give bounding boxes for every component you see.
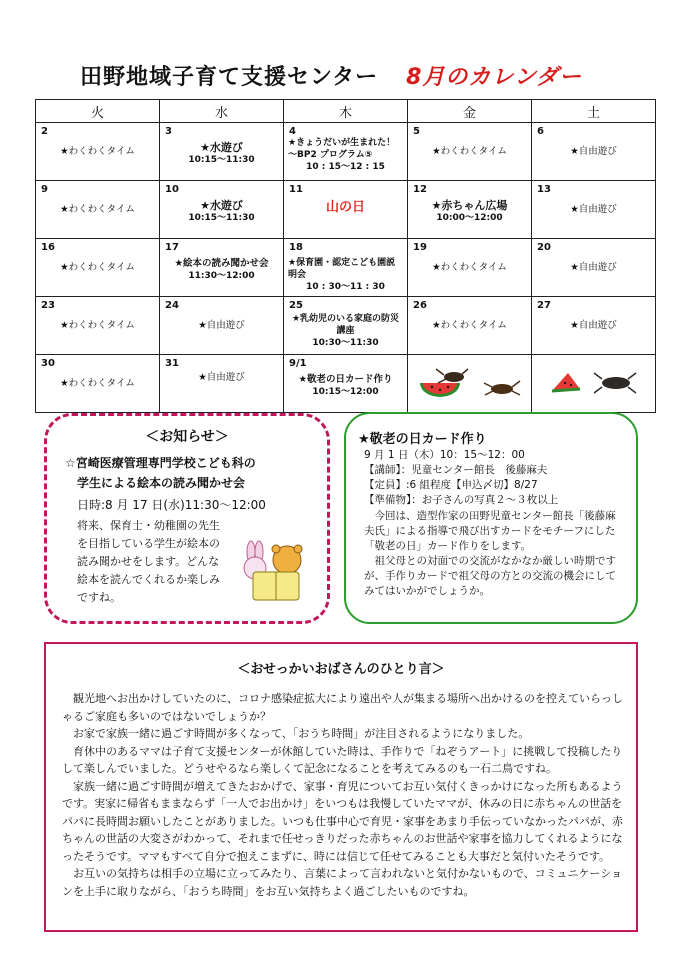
calendar-cell	[160, 355, 284, 413]
column-paragraph: お家で家族一緒に過ごす時間が多くなって、「おうち時間」が注目されるようになりました。	[73, 727, 530, 740]
notice-line-1: ☆宮崎医療管理専門学校こども科の	[65, 456, 256, 470]
bears-reading-book-illustration	[235, 538, 317, 604]
notice-date: 日時:8 月 17 日(水)11:30～12:00	[77, 498, 266, 512]
day-number: 12	[413, 184, 427, 195]
event-time: 10:15～11:30	[188, 213, 255, 223]
day-number: 20	[537, 242, 551, 253]
calendar-cell	[408, 239, 532, 297]
event-text: ★水遊び	[200, 141, 243, 154]
event-text: ★自由遊び	[570, 146, 617, 157]
card-event-lecturer: 【講師】：児童センター館長 後藤麻夫	[364, 464, 548, 476]
day-number: 18	[289, 242, 303, 253]
day-number: 4	[289, 126, 296, 137]
event-time: 11:30～12:00	[188, 271, 255, 281]
event-text: ★わくわくタイム	[60, 378, 135, 389]
event-text: ★わくわくタイム	[432, 320, 507, 331]
holiday-label: 山の日	[325, 200, 365, 215]
event-text: ★わくわくタイム	[432, 146, 507, 157]
calendar-cell	[160, 239, 284, 297]
event-text: ★自由遊び	[198, 372, 245, 383]
event-time: 10:15～12:00	[312, 387, 379, 397]
center-name: 田野地域子育て支援センター	[80, 65, 379, 90]
column-paragraph: 家族一緒に過ごす時間が増えてきたおかげで、家事・育児についてお互い気付くきっかけになった所もあるようです。実家に帰省もままならず「一人でお出かけ」をいつもは我慢していたママが、休みの日に赤ちゃんの世話をパパに長時間お願いしたことがありました。いつも仕事中心で育児・家事をあまり手伝っていなかったパパが、赤ちゃんの世話の大変さがわかって、それまで任せっきりだった赤ちゃんのお世話や家事を協力してくれるようになったそうです。ママもすべて自分で抱えこまずに、時には信じて任せてみることも大事だと気付いたそうです。	[62, 779, 623, 863]
card-event-title: ★敬老の日カード作り	[358, 432, 487, 447]
event-time: 10 : 15～12 : 15	[306, 162, 385, 172]
day-number: 17	[165, 242, 179, 253]
day-number: 6	[537, 126, 544, 137]
calendar-cell	[36, 239, 160, 297]
calendar-cell	[408, 355, 532, 413]
weekday-header: 水	[160, 100, 284, 123]
column-box	[44, 642, 638, 932]
calendar-cell	[36, 297, 160, 355]
calendar-cell	[284, 355, 408, 413]
weekday-header: 火	[36, 100, 160, 123]
card-event-date: 9 月 1 日（木）10：15～12：00	[364, 449, 525, 461]
day-number: 25	[289, 300, 303, 311]
day-number: 30	[41, 358, 55, 369]
day-number: 9	[41, 184, 48, 195]
calendar-month-title: 8月のカレンダー	[406, 65, 583, 90]
event-text: ★わくわくタイム	[60, 204, 135, 215]
event-text: ★自由遊び	[198, 320, 245, 331]
calendar-cell	[408, 123, 532, 181]
card-event-capacity: 【定員】:6 組程度【申込〆切】8/27	[364, 479, 538, 491]
event-text: ★きょうだいが生まれた！～BP2 プログラム⑤	[288, 138, 396, 160]
day-number: 23	[41, 300, 55, 311]
weekday-header: 木	[284, 100, 408, 123]
event-time: 10:15～11:30	[188, 155, 255, 165]
day-number: 27	[537, 300, 551, 311]
event-text: ★絵本の読み聞かせ会	[174, 258, 269, 269]
weekday-header: 金	[408, 100, 532, 123]
calendar-cell	[532, 181, 656, 239]
notice-line-2: 学生による絵本の読み聞かせ会	[77, 476, 246, 490]
event-text: ★赤ちゃん広場	[431, 199, 508, 212]
event-time: 10:00～12:00	[436, 213, 503, 223]
event-text: ★わくわくタイム	[60, 262, 135, 273]
card-event-items: 【準備物】：お子さんの写真２～３枚以上	[364, 494, 559, 506]
calendar-cell	[284, 297, 408, 355]
day-number: 24	[165, 300, 179, 311]
notice-title: ＜お知らせ＞	[145, 429, 229, 445]
event-text: ★わくわくタイム	[60, 146, 135, 157]
day-number: 10	[165, 184, 179, 195]
event-text: ★水遊び	[200, 199, 243, 212]
calendar-cell	[36, 181, 160, 239]
card-event-box	[344, 412, 638, 624]
calendar-cell	[36, 123, 160, 181]
column-paragraph: 育休中のあるママは子育て支援センターが休館していた時は、手作りで「ねぞうアート」に挑戦して投稿したりして楽しんでいました。どうせやるなら楽しくて記念になることを考えてみるのも一石二鳥ですね。	[62, 744, 623, 775]
event-time: 10:30～11:30	[312, 338, 379, 348]
weekday-header: 土	[532, 100, 656, 123]
calendar-cell	[408, 297, 532, 355]
event-text: ★乳幼児のいる家庭の防災講座	[291, 314, 400, 336]
event-text: ★自由遊び	[570, 262, 617, 273]
watermelon-beetle-illustration	[414, 365, 526, 401]
notice-body: 将来、保育士・幼稚園の先生を目指している学生が絵本の読み聞かせをします。どんな絵本を読んでくれるか楽しみですね。	[77, 519, 220, 604]
card-event-para-2: 祖父母との対面での交流がなかなか厳しい時期ですが、手作りカードで祖父母の方との交流の機会にしてみてはいかがでしょうか。	[364, 555, 616, 597]
calendar-cell	[532, 123, 656, 181]
calendar-cell	[160, 123, 284, 181]
event-time: 10 : 30～11 : 30	[306, 282, 385, 292]
day-number: 26	[413, 300, 427, 311]
calendar-cell	[284, 123, 408, 181]
day-number: 2	[41, 126, 48, 137]
card-event-para-1: 今回は、造型作家の田野児童センター館長「後藤麻夫氏」による指導で飛び出すカードをモチーフにした「敬老の日」カード作りをします。	[364, 510, 616, 552]
calendar-cell	[284, 239, 408, 297]
calendar-cell	[160, 297, 284, 355]
column-title: ＜おせっかいおばさんのひとり言＞	[237, 662, 445, 677]
column-paragraph: お互いの気持ちは相手の立場に立ってみたり、言葉によって言われないと気付かないもので、コミュニケーションを上手に取りながら、「おうち時間」をお互い気持ちよく過ごしたいものですね。	[62, 867, 623, 898]
event-text: ★わくわくタイム	[60, 320, 135, 331]
column-paragraph: 観光地へお出かけしていたのに、コロナ感染症拡大により遠出や人が集まる場所へ出かけるのを控えていらっしゃるご家庭も多いのではないでしょうか？	[62, 692, 623, 723]
calendar-cell	[36, 355, 160, 413]
column-body	[62, 690, 624, 900]
event-text: ★自由遊び	[570, 320, 617, 331]
calendar-cell	[532, 297, 656, 355]
calendar-table	[35, 99, 656, 413]
event-text: ★自由遊び	[570, 204, 617, 215]
calendar-cell	[532, 355, 656, 413]
notice-box	[44, 413, 330, 624]
event-text: ★敬老の日カード作り	[298, 374, 393, 385]
day-number: 11	[289, 184, 303, 195]
day-number: 19	[413, 242, 427, 253]
calendar-cell	[532, 239, 656, 297]
day-number: 16	[41, 242, 55, 253]
calendar-cell	[408, 181, 532, 239]
calendar-cell	[160, 181, 284, 239]
day-number: 13	[537, 184, 551, 195]
day-number: 3	[165, 126, 172, 137]
page-title	[80, 60, 582, 91]
day-number: 9/1	[289, 358, 307, 369]
day-number: 31	[165, 358, 179, 369]
event-text: ★わくわくタイム	[432, 262, 507, 273]
calendar-cell	[284, 181, 408, 239]
day-number: 5	[413, 126, 420, 137]
event-text: ★保育園・認定こども園説明会	[288, 258, 396, 280]
watermelon-beetle-illustration	[538, 365, 650, 401]
